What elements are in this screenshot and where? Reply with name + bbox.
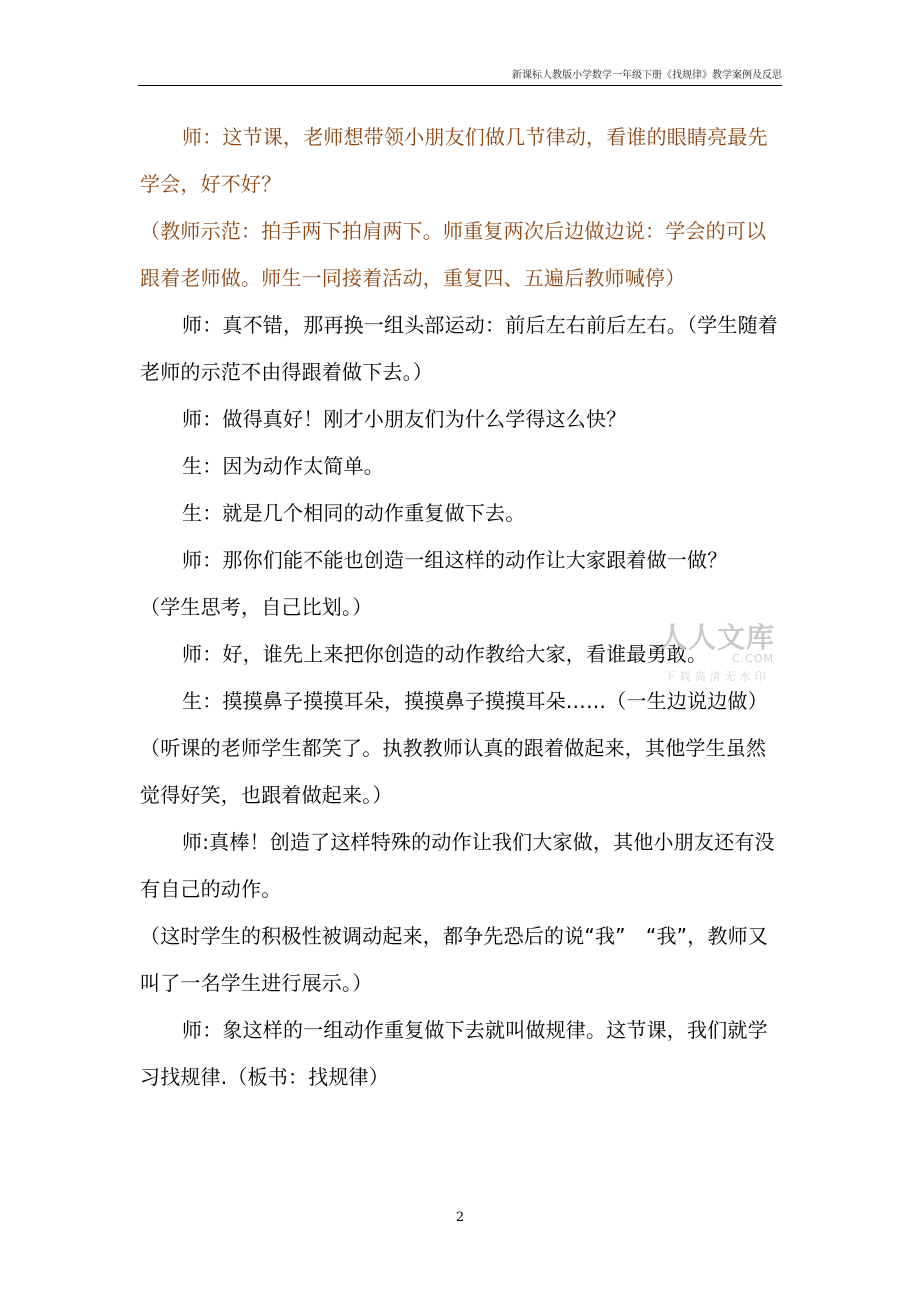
- document-body: [140, 114, 780, 1101]
- watermark-domain-text: C.COM: [732, 652, 775, 665]
- paragraph-11: （听课的老师学生都笑了。执教教师认真的跟着做起来，其他学生虽然觉得好笑，也跟着做起来。）: [140, 736, 767, 807]
- paragraph-8: （学生思考，自己比划。）: [140, 595, 373, 619]
- page-number: 2: [455, 1210, 465, 1225]
- page-header: [138, 66, 782, 86]
- paragraph-3: 师：真不错，那再换一组头部运动：前后左右前后左右。（学生随着老师的示范不由得跟着做下去。）: [140, 313, 778, 384]
- paragraph-2: （教师示范：拍手两下拍肩两下。师重复两次后边做边说：学会的可以跟着老师做。师生一同接着活动，重复四、五遍后教师喊停）: [140, 219, 767, 290]
- paragraph-6: 生：就是几个相同的动作重复做下去。: [182, 501, 526, 525]
- paragraph-4: 师：做得真好！刚才小朋友们为什么学得这么快？: [182, 407, 627, 431]
- paragraph-13: （这时学生的积极性被调动起来，都争先恐后的说“我” “我”，教师又叫了一名学生进行展示。）: [140, 924, 769, 995]
- watermark-main-text: 人人文库: [658, 621, 775, 654]
- paragraph-1: 师：这节课，老师想带领小朋友们做几节律动，看谁的眼睛亮最先学会，好不好？: [140, 125, 768, 196]
- paragraph-7: 师：那你们能不能也创造一组这样的动作让大家跟着做一做？: [182, 548, 728, 572]
- paragraph-14: 师：象这样的一组动作重复做下去就叫做规律。这节课，我们就学习找规律.（板书：找规律）: [140, 1018, 768, 1089]
- watermark-sub-text: 下载高清无水印: [664, 670, 770, 683]
- paragraph-10: 生：摸摸鼻子摸摸耳朵，摸摸鼻子摸摸耳朵……（一生边说边做）: [182, 689, 768, 713]
- paragraph-12: 师:真棒！创造了这样特殊的动作让我们大家做，其他小朋友还有没有自己的动作。: [140, 830, 775, 901]
- paragraph-5: 生：因为动作太简单。: [182, 454, 384, 478]
- paragraph-9: 师：好，谁先上来把你创造的动作教给大家，看谁最勇敢。: [182, 642, 708, 666]
- header-title: 新课标人教版小学数学一年级下册《找规律》教学案例及反思: [512, 70, 782, 81]
